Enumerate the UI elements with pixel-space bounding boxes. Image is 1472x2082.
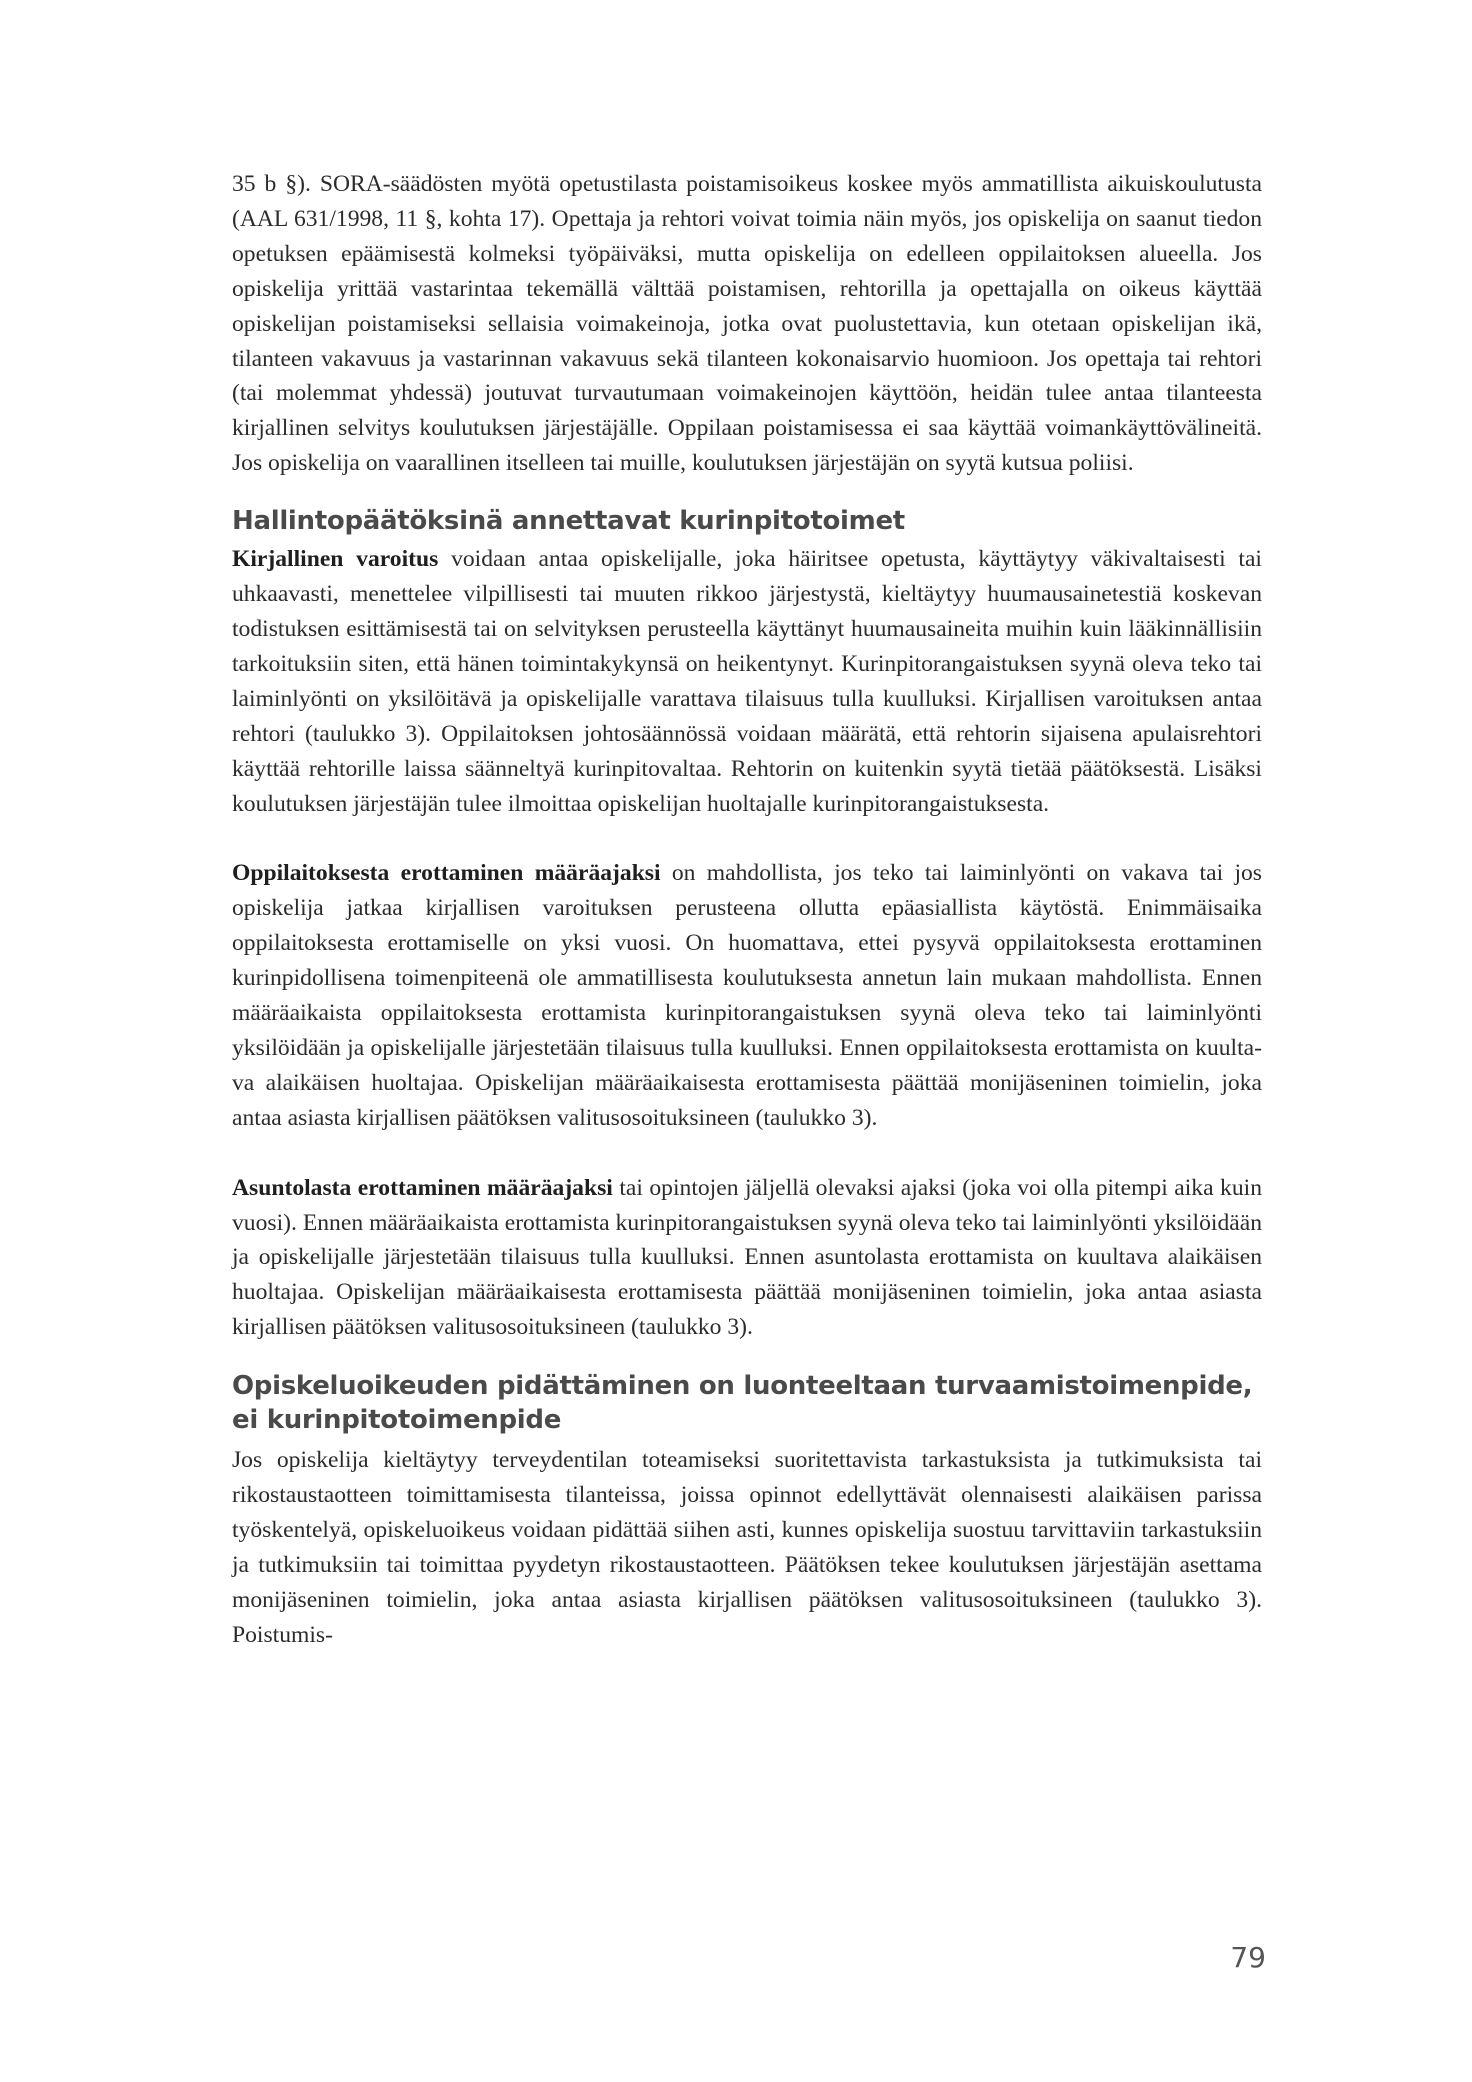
paragraph-written-warning — [232, 542, 1262, 821]
paragraph-written-warning-text: voidaan antaa opiskelijalle, joka häiritsee opetusta, käyttäytyy väkivaltaisesti tai uhkaavasti, menettelee vilpillisesti tai muuten rikkoo järjestystä, kieltäytyy huumausainetestiä koskevan todistuksen esittämisestä tai on selvityksen perusteella käyttänyt huumausaineita muihin kuin lääkinnällisiin tarkoituksiin siten, että hänen toimintakykynsä on heikentynyt. Kurinpitorangaistuksen syynä oleva teko tai laiminlyönti on yksilöitävä ja opiskelijalle varattava tilaisuus tulla kuulluksi. Kirjallisen varoituksen antaa rehtori (taulukko 3). Oppilaitoksen johtosäännössä voidaan määrätä, että rehtorin sijaisena apulaisrehtori käyttää rehtorille laissa säänneltyä kurinpitovaltaa. Rehtorin on kuitenkin syytä tietää päätöksestä. Lisäksi koulutuksen järjestäjän tulee ilmoittaa opiskelijan huoltajalle kurinpitorangaistuksesta. — [232, 546, 1262, 817]
page-number: 79 — [1230, 1941, 1266, 1974]
paragraph-dormitory-suspension-text: tai opintojen jäljellä olevaksi ajaksi (joka voi olla pitempi aika kuin vuosi). Ennen määräaikaista erottamista kurinpitorangaistuksen syynä oleva teko tai laiminlyönti yksilöidään ja opiskelijalle järjestetään tilaisuus tulla kuulluksi. Ennen asuntolasta erottamista on kuultava alaikäisen huoltajaa. Opiskelijan määräaikaisesta erottamisesta päättää monijäseninen toimielin, joka antaa asiasta kirjallisen päätöksen valitusosoituksineen (taulukko 3). — [232, 1174, 1262, 1341]
term-school-suspension: Oppilaitoksesta erottaminen määräajaksi — [232, 860, 661, 887]
paragraph-removal-powers: 35 b §). SORA-säädösten myötä opetustilasta poistamisoikeus koskee myös ammatillista aikuiskoulutusta (AAL 631/1998, 11 §, kohta 17). Opettaja ja rehtori voivat toimia näin myös, jos opiskelija on saanut tiedon opetuksen epäämisestä kolmeksi työpäiväksi, mutta opiskelija on edelleen oppilaitoksen alueella. Jos opiskelija yrittää vastarintaa tekemällä välttää poistamisen, rehtorilla ja opettajalla on oikeus käyttää opiskelijan poistamiseksi sellaisia voimakeinoja, jotka ovat puolustettavia, kun otetaan opiskelijan ikä, tilanteen vakavuus ja vastarinnan vakavuus sekä tilanteen kokonaisarvio huomioon. Jos opettaja tai rehtori (tai molemmat yhdessä) joutuvat turvautumaan voimakeinojen käyttöön, heidän tulee antaa tilanteesta kirjallinen selvitys koulutuksen järjestäjälle. Oppilaan poistamisessa ei saa käyttää voimankäyttövälineitä. Jos opiskelija on vaarallinen itselleen tai muille, koulutuksen järjestäjän on syytä kutsua poliisi. — [232, 171, 1262, 477]
paragraph-school-suspension — [232, 856, 1262, 1135]
paragraph-dormitory-suspension — [232, 1171, 1262, 1346]
term-dormitory-suspension: Asuntolasta erottaminen määräajaksi — [232, 1174, 613, 1201]
paragraph-school-suspension-text: on mahdollista, jos teko tai laiminlyönti on vakava tai jos opiskelija jatkaa kirjallisen varoituksen perusteena ollutta epäasiallista käytöstä. Enimmäisaika oppilaitoksesta erottamiselle on yksi vuosi. On huomattava, ettei pysyvä oppilaitoksesta erottaminen kurinpidollisena toimenpiteenä ole ammatillisesta koulutuksesta annetun lain mukaan mahdollista. Ennen määräaikaista oppilaitoksesta erottamista kurinpitorangaistuksen syynä oleva teko tai laiminlyönti yksilöidään ja opiskelijalle järjestetään tilaisuus tulla kuulluksi. Ennen oppilaitoksesta erottamista on kuultava alaikäisen huoltajaa. Opiskelijan määräaikaisesta erottamisesta päättää monijäseninen toimielin, joka antaa asiasta kirjallisen päätöksen valitusosoituksineen (taulukko 3). — [232, 860, 1262, 1131]
section-heading-disciplinary-measures: Hallintopäätöksinä annettavat kurinpitotoimet — [232, 506, 905, 537]
section-heading-study-right-withholding: Opiskeluoikeuden pidättäminen on luonteeltaan turvaamistoimenpide, ei kurinpitotoimenpide — [232, 1371, 1253, 1436]
term-written-warning: Kirjallinen varoitus — [232, 546, 439, 573]
paragraph-study-right-withholding: Jos opiskelija kieltäytyy terveydentilan toteamiseksi suoritettavista tarkastuksista ja tutkimuksista tai rikostaustaotteen toimittamisesta tilanteissa, joissa opinnot edellyttävät olennaisesti alaikäisen parissa työskentelyä, opiskeluoikeus voidaan pidättää siihen asti, kunnes opiskelija suostuu tarvittaviin tarkastuksiin ja tutkimuksiin tai toimittaa pyydetyn rikostaustaotteen. Päätöksen tekee koulutuksen järjestäjän asettama monijäseninen toimielin, joka antaa asiasta kirjallisen päätöksen valitusosoituksineen (taulukko 3). Poistumis- — [232, 1447, 1262, 1648]
page-content — [232, 167, 1262, 1653]
